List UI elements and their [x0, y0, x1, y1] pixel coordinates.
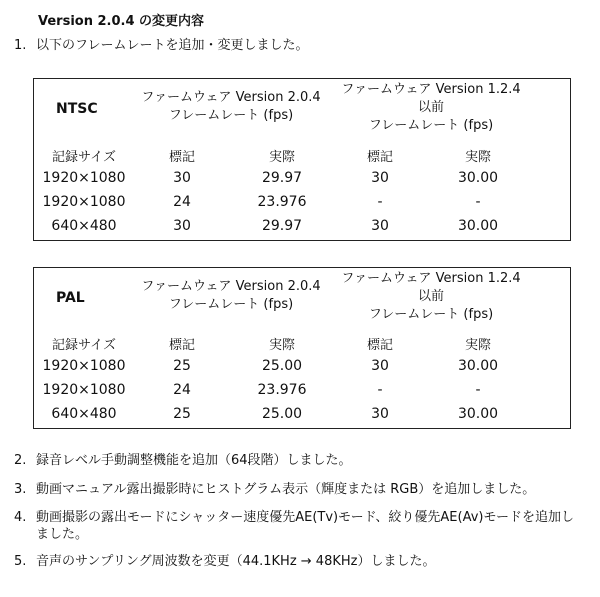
header-line: 以前 [417, 100, 444, 115]
column-header: 実際 [268, 338, 295, 353]
list-item [14, 553, 586, 570]
header-line: フレームレート (fps) [368, 307, 494, 322]
table-row [34, 403, 570, 427]
table-cell: 29.97 [261, 218, 303, 234]
table-cell: 30.00 [457, 218, 499, 234]
list-item [14, 509, 586, 543]
table-cell: 1920×1080 [42, 194, 126, 210]
item-text: 録音レベル手動調整機能を追加（64段階）しました。 [36, 453, 352, 468]
table-cell: 30 [173, 170, 191, 186]
table-cell: 30 [371, 358, 389, 374]
table-cell: 30.00 [457, 406, 499, 422]
table-header [34, 79, 570, 141]
header-line: ファームウェア Version 2.0.4 [141, 90, 321, 105]
table-cell: 24 [173, 382, 191, 398]
page-title: Version 2.0.4 の変更内容 [38, 14, 205, 29]
table-row [34, 191, 570, 215]
column-header-row [34, 331, 570, 355]
table-header [34, 268, 570, 330]
item-text: 動画撮影の露出モードにシャッター速度優先AE(Tv)モード、絞り優先AE(Av)モードを追加しました。 [36, 510, 574, 542]
table-cell: - [377, 194, 383, 210]
column-header: 標記 [366, 150, 393, 165]
column-header-row [34, 143, 570, 167]
header-line: 以前 [417, 289, 444, 304]
header-line: ファームウェア Version 2.0.4 [141, 279, 321, 294]
header-line: ファームウェア Version 1.2.4 [341, 82, 521, 97]
table-cell: 24 [173, 194, 191, 210]
item-number: 5. [14, 554, 27, 569]
ntsc-framerate-table [33, 78, 571, 241]
table-cell: 25 [173, 406, 191, 422]
item-text: 動画マニュアル露出撮影時にヒストグラム表示（輝度または RGB）を追加しました。 [36, 482, 536, 497]
table-cell: 29.97 [261, 170, 303, 186]
table-cell: 30 [173, 218, 191, 234]
column-header: 標記 [168, 338, 195, 353]
column-header: 標記 [366, 338, 393, 353]
table-cell: 640×480 [51, 218, 117, 234]
item-number: 4. [14, 510, 27, 525]
table-cell: 1920×1080 [42, 382, 126, 398]
table-cell: 23.976 [257, 382, 307, 398]
table-cell: 30.00 [457, 358, 499, 374]
column-header: 実際 [268, 150, 295, 165]
current-firmware-header [134, 89, 328, 125]
header-line: フレームレート (fps) [168, 297, 294, 312]
item-number: 1. [14, 38, 27, 53]
header-line: フレームレート (fps) [368, 118, 494, 133]
item-text: 以下のフレームレートを追加・変更しました。 [36, 38, 309, 53]
header-line: ファームウェア Version 1.2.4 [341, 271, 521, 286]
table-cell: 30 [371, 406, 389, 422]
table-row [34, 215, 570, 239]
table-cell: 25.00 [261, 358, 303, 374]
table-row [34, 355, 570, 379]
format-label: PAL [56, 290, 85, 306]
previous-firmware-header [331, 81, 531, 135]
item-number: 2. [14, 453, 27, 468]
table-cell: 640×480 [51, 406, 117, 422]
header-line: フレームレート (fps) [168, 108, 294, 123]
previous-firmware-header [331, 270, 531, 324]
table-cell: - [475, 194, 481, 210]
list-item [14, 481, 586, 498]
current-firmware-header [134, 278, 328, 314]
column-header: 記録サイズ [52, 150, 116, 165]
column-header: 記録サイズ [52, 338, 116, 353]
list-item [14, 37, 586, 54]
table-row [34, 379, 570, 403]
table-cell: 25 [173, 358, 191, 374]
table-cell: - [377, 382, 383, 398]
format-label: NTSC [56, 101, 98, 117]
list-item [14, 452, 586, 469]
table-cell: 30 [371, 218, 389, 234]
table-row [34, 167, 570, 191]
table-cell: 23.976 [257, 194, 307, 210]
column-header: 実際 [464, 338, 491, 353]
column-header: 実際 [464, 150, 491, 165]
table-cell: - [475, 382, 481, 398]
table-cell: 30.00 [457, 170, 499, 186]
item-text: 音声のサンプリング周波数を変更（44.1KHz → 48KHz）しました。 [36, 554, 436, 569]
pal-framerate-table [33, 267, 571, 429]
item-number: 3. [14, 482, 27, 497]
table-cell: 1920×1080 [42, 358, 126, 374]
table-cell: 30 [371, 170, 389, 186]
column-header: 標記 [168, 150, 195, 165]
table-cell: 1920×1080 [42, 170, 126, 186]
table-cell: 25.00 [261, 406, 303, 422]
